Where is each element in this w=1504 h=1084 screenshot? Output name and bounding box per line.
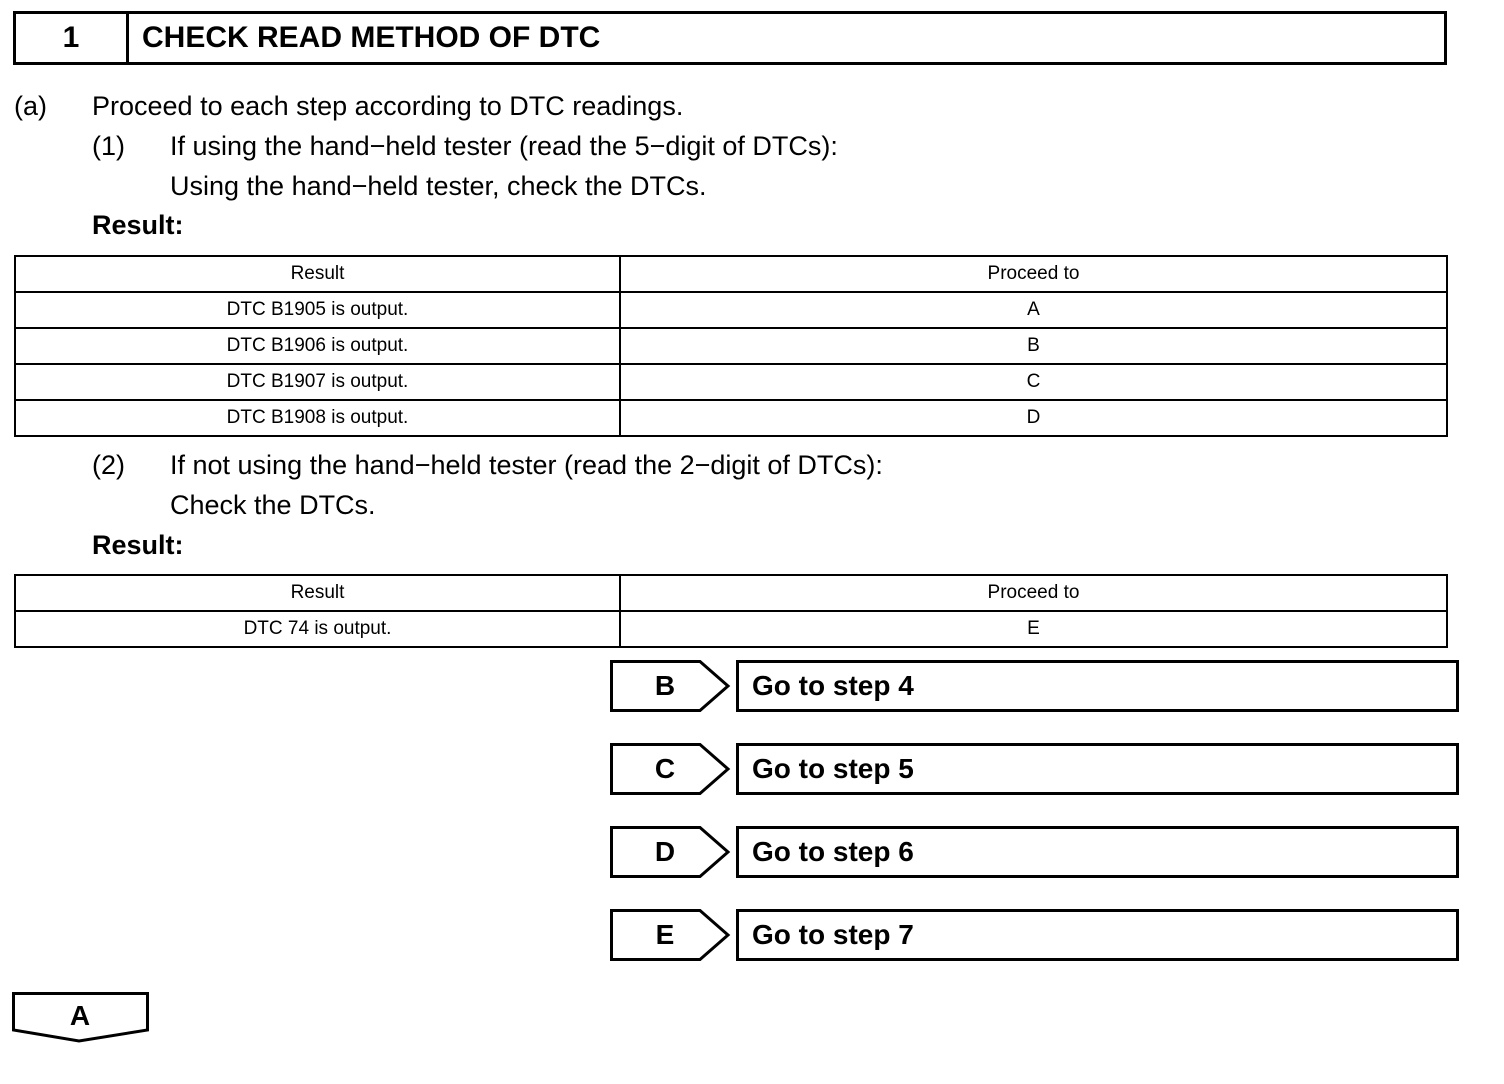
table-header-row: [15, 256, 1447, 292]
branch-letter: D: [654, 836, 676, 867]
cell-proceed: D: [620, 400, 1447, 436]
instruction-marker: (a): [14, 91, 47, 121]
branch-letter: B: [654, 670, 676, 701]
step-number: 1: [16, 14, 129, 62]
sub2-result-label: Result:: [92, 530, 184, 560]
goto-step-box[interactable]: Go to step 6: [736, 826, 1459, 878]
cell-result: DTC B1905 is output.: [15, 292, 620, 328]
header-result: Result: [15, 256, 620, 292]
branch-a-continue[interactable]: [12, 992, 150, 1044]
sub2-line2: Check the DTCs.: [170, 490, 376, 520]
branch-letter: E: [655, 919, 675, 950]
header-proceed-to: Proceed to: [620, 256, 1447, 292]
cell-proceed: E: [620, 611, 1447, 647]
sub1-line2: Using the hand−held tester, check the DTCs.: [170, 171, 707, 201]
step-title: CHECK READ METHOD OF DTC: [142, 21, 601, 54]
cell-result: DTC B1908 is output.: [15, 400, 620, 436]
branch-letter: A: [69, 1000, 91, 1031]
cell-result: DTC 74 is output.: [15, 611, 620, 647]
cell-result: DTC B1907 is output.: [15, 364, 620, 400]
result-table-2: [14, 574, 1448, 648]
table-row: [15, 292, 1447, 328]
branch-b[interactable]: [610, 660, 1446, 712]
cell-result: DTC B1906 is output.: [15, 328, 620, 364]
goto-step-box[interactable]: Go to step 5: [736, 743, 1459, 795]
sub1-result-label: Result:: [92, 210, 184, 240]
goto-step-box[interactable]: Go to step 4: [736, 660, 1459, 712]
cell-proceed: A: [620, 292, 1447, 328]
header-proceed-to: Proceed to: [620, 575, 1447, 611]
table-row: [15, 364, 1447, 400]
goto-step-box[interactable]: Go to step 7: [736, 909, 1459, 961]
cell-proceed: B: [620, 328, 1447, 364]
sub2-marker: (2): [92, 450, 125, 480]
branch-d[interactable]: [610, 826, 1446, 878]
step-header: [13, 11, 1447, 65]
cell-proceed: C: [620, 364, 1447, 400]
instruction-text: Proceed to each step according to DTC readings.: [92, 91, 684, 121]
table-row: [15, 400, 1447, 436]
header-result: Result: [15, 575, 620, 611]
table-row: [15, 611, 1447, 647]
sub1-marker: (1): [92, 131, 125, 161]
sub2-line1: If not using the hand−held tester (read the 2−digit of DTCs):: [170, 450, 883, 480]
table-row: [15, 328, 1447, 364]
sub1-line1: If using the hand−held tester (read the 5−digit of DTCs):: [170, 131, 838, 161]
branch-letter: C: [654, 753, 676, 784]
result-table-1: [14, 255, 1448, 437]
branch-e[interactable]: [610, 909, 1446, 961]
branch-c[interactable]: [610, 743, 1446, 795]
table-header-row: [15, 575, 1447, 611]
